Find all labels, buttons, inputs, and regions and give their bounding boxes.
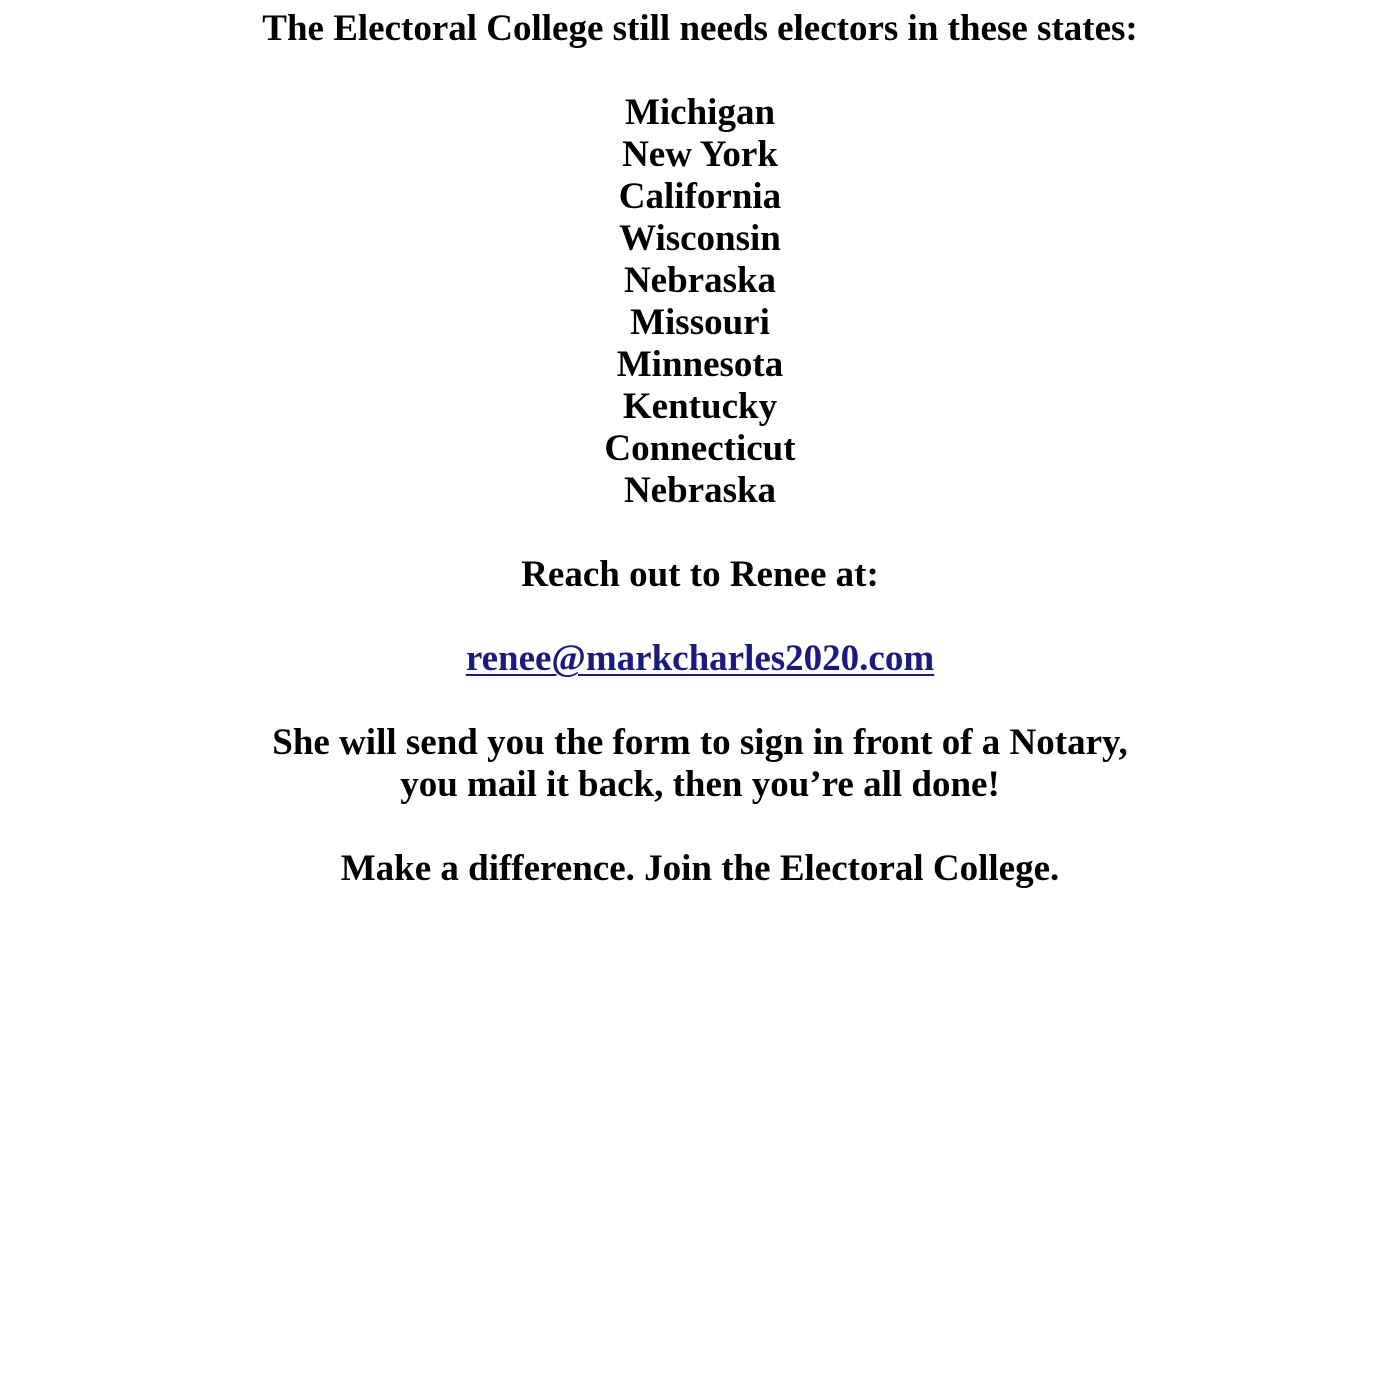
email-link[interactable]: renee@markcharles2020.com	[465, 638, 935, 679]
states-list	[0, 92, 1400, 512]
spacer	[0, 680, 1400, 722]
spacer	[0, 806, 1400, 848]
state-item: Missouri	[630, 302, 770, 343]
spacer	[0, 512, 1400, 554]
state-item: Michigan	[624, 92, 776, 133]
spacer	[0, 596, 1400, 638]
closing-message: Make a difference. Join the Electoral College.	[340, 848, 1060, 889]
page-heading: The Electoral College still needs electors in these states:	[262, 8, 1138, 49]
spacer	[0, 50, 1400, 92]
state-item: Kentucky	[622, 386, 778, 427]
state-item: Nebraska	[623, 470, 777, 511]
state-item: California	[618, 176, 782, 217]
instructions-line-2: you mail it back, then you’re all done!	[400, 764, 1000, 805]
state-item: New York	[622, 134, 778, 175]
instructions-line-1: She will send you the form to sign in front of a Notary,	[272, 722, 1128, 763]
state-item: Minnesota	[616, 344, 784, 385]
email-line	[0, 638, 1400, 680]
state-item: Wisconsin	[619, 218, 781, 259]
state-item: Connecticut	[604, 428, 796, 469]
contact-prompt: Reach out to Renee at:	[521, 554, 879, 595]
state-item: Nebraska	[623, 260, 777, 301]
